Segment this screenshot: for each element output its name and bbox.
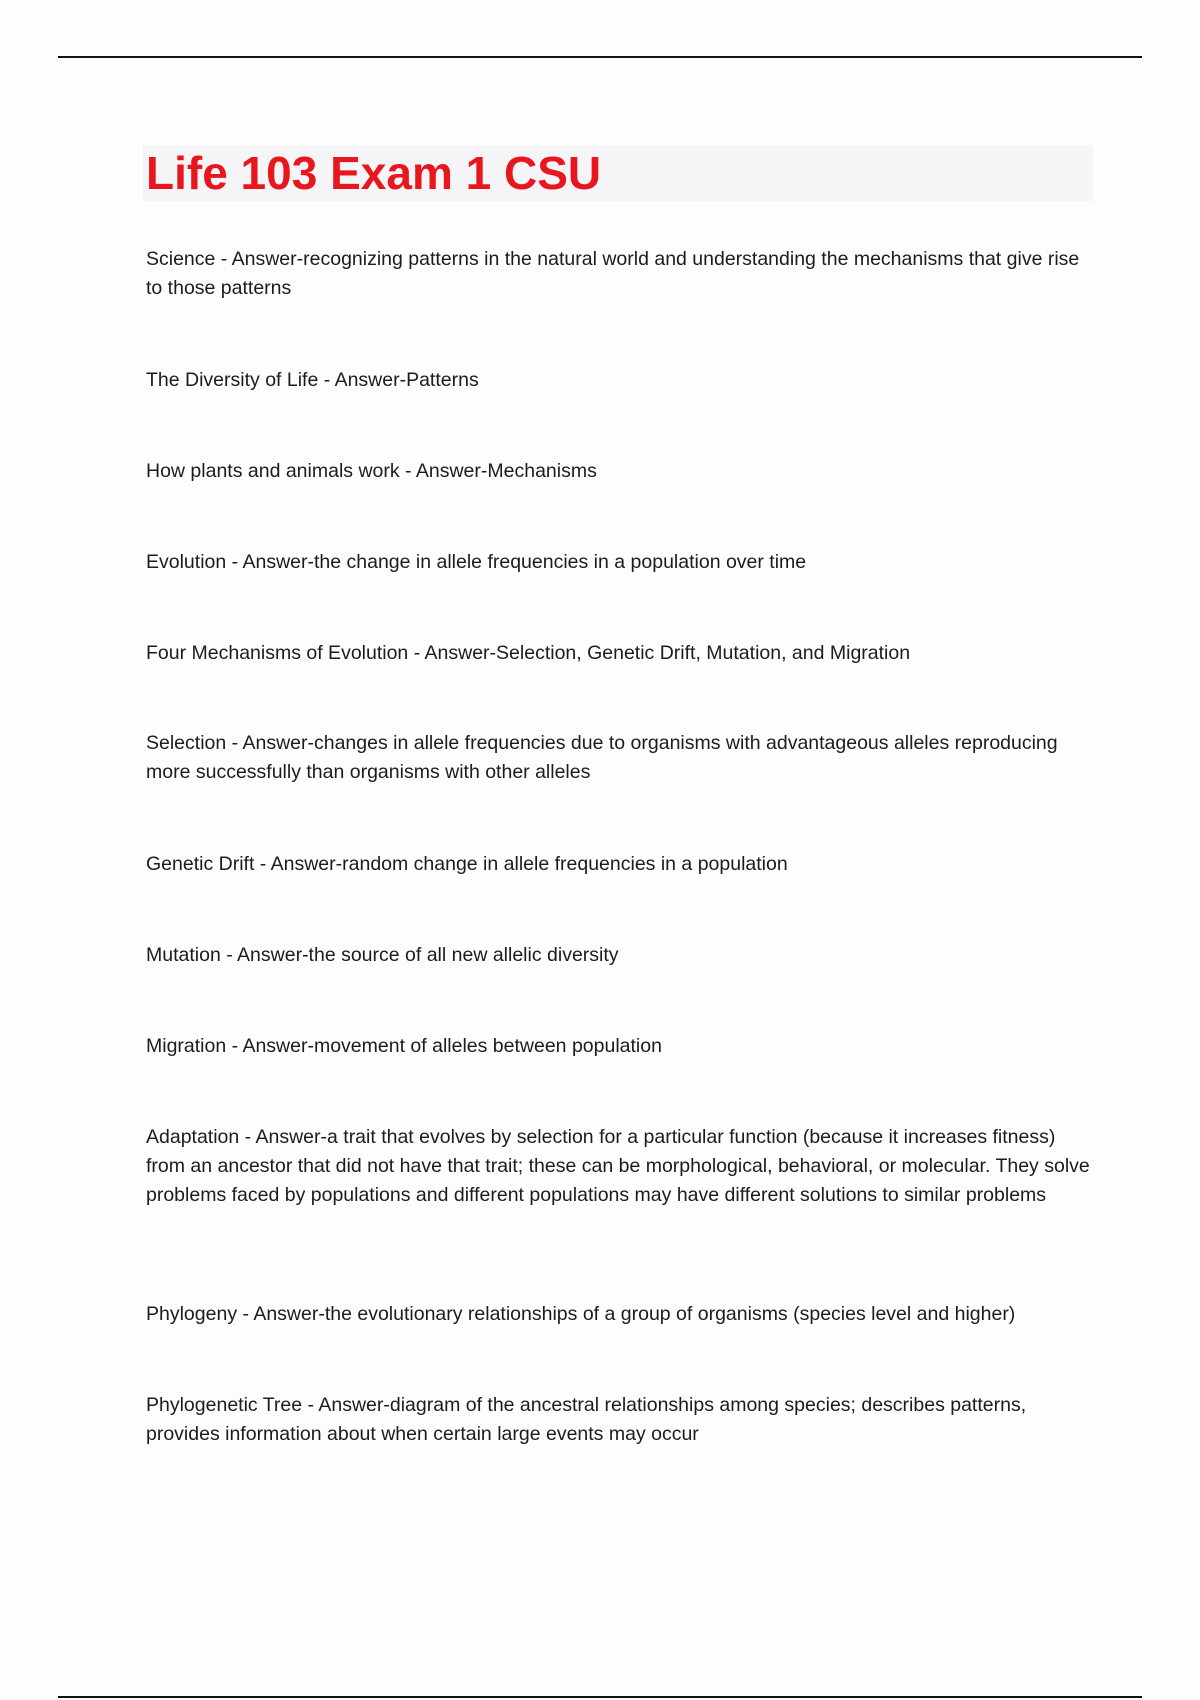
entry-evolution: Evolution - Answer-the change in allele frequencies in a population over time bbox=[146, 551, 807, 573]
document-title: Life 103 Exam 1 CSU bbox=[146, 147, 602, 199]
entry-mutation: Mutation - Answer-the source of all new allelic diversity bbox=[146, 944, 619, 966]
entry-diversity-of-life: The Diversity of Life - Answer-Patterns bbox=[146, 369, 479, 391]
entry-selection: Selection - Answer-changes in allele frequencies due to organisms with advantageous alleles reproducing more successfully than organisms with other alleles bbox=[146, 732, 1058, 783]
entry-genetic-drift: Genetic Drift - Answer-random change in allele frequencies in a population bbox=[146, 853, 788, 875]
entry-science: Science - Answer-recognizing patterns in the natural world and understanding the mechanisms that give rise to those patterns bbox=[146, 248, 1080, 299]
entry-four-mechanisms: Four Mechanisms of Evolution - Answer-Selection, Genetic Drift, Mutation, and Migration bbox=[146, 642, 911, 664]
entry-phylogeny: Phylogeny - Answer-the evolutionary relationships of a group of organisms (species level and higher) bbox=[146, 1303, 1016, 1325]
top-divider bbox=[58, 56, 1142, 58]
bottom-divider bbox=[58, 1696, 1142, 1698]
entry-phylogenetic-tree: Phylogenetic Tree - Answer-diagram of the ancestral relationships among species; describes patterns, provides information about when certain large events may occur bbox=[146, 1394, 1027, 1445]
entry-plants-animals: How plants and animals work - Answer-Mechanisms bbox=[146, 460, 597, 482]
entry-adaptation: Adaptation - Answer-a trait that evolves by selection for a particular function (because it increases fitness) from an ancestor that did not have that trait; these can be morphological, behavioral, or molecular. They solve problems faced by populations and different populations may have different solutions to similar problems bbox=[146, 1126, 1090, 1206]
entry-migration: Migration - Answer-movement of alleles between population bbox=[146, 1035, 662, 1057]
